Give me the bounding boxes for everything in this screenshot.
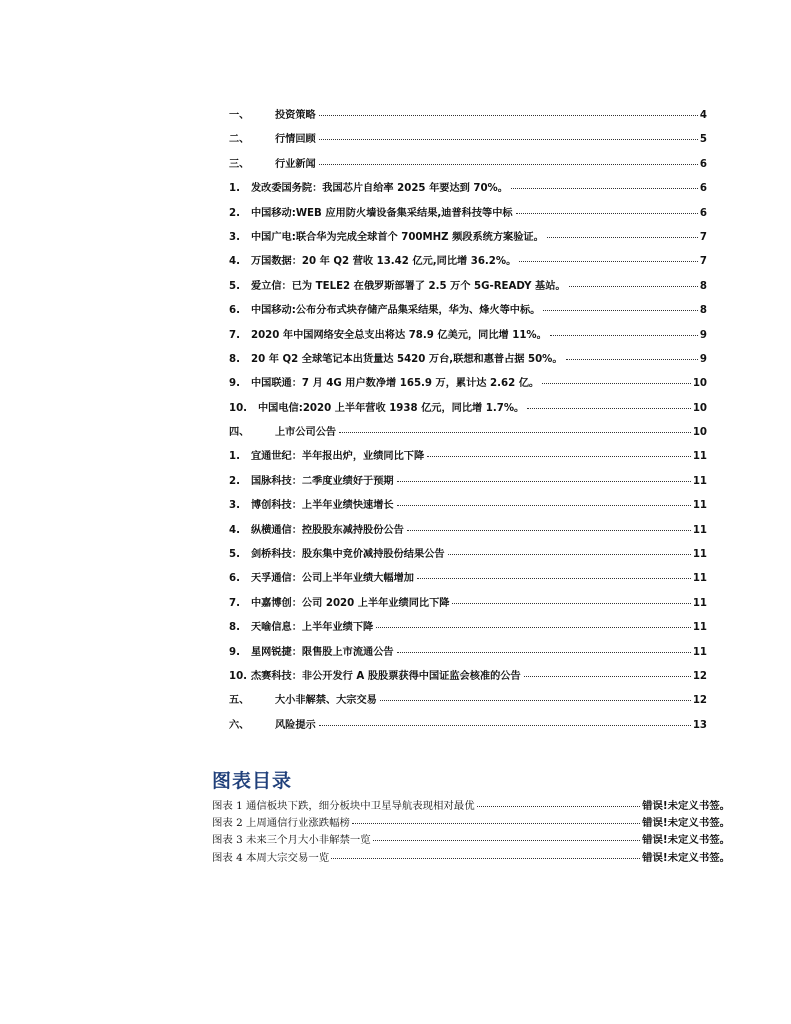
toc-entry-number: 9.: [229, 378, 240, 390]
toc-entry[interactable]: [229, 277, 707, 301]
dot-leader: [352, 823, 640, 824]
toc-entry-title: 中国移动:公布分布式块存储产品集采结果，华为、烽火等中标。: [251, 305, 541, 317]
dot-leader: [339, 432, 691, 433]
dot-leader: [452, 603, 690, 604]
toc-entry-title: 投资策略: [275, 110, 316, 121]
toc-entry-title: 国脉科技：二季度业绩好于预期: [251, 475, 394, 487]
toc-entry[interactable]: [229, 423, 707, 447]
toc-entry-title: 中嘉博创：公司 2020 上半年业绩同比下降: [251, 597, 450, 609]
toc-entry[interactable]: [229, 326, 707, 350]
chart-index-entry[interactable]: [212, 814, 730, 831]
toc-entry-title: 上市公司公告: [275, 427, 337, 439]
toc-entry-number: 六、: [229, 719, 250, 731]
toc-entry-page: 8: [699, 280, 707, 292]
toc-entry[interactable]: [229, 399, 707, 423]
chart-index-entry[interactable]: [212, 849, 730, 866]
toc-entry[interactable]: [229, 667, 707, 691]
toc-entry[interactable]: [229, 204, 707, 228]
toc-entry[interactable]: [229, 447, 707, 471]
dot-leader: [427, 456, 691, 457]
dot-leader: [519, 261, 698, 262]
toc-entry[interactable]: [229, 472, 707, 496]
dot-leader: [448, 554, 691, 555]
toc-entry-title: 星网锐捷：限售股上市流通公告: [251, 646, 394, 658]
dot-leader: [543, 310, 698, 311]
chart-index-entry-page: 错误!未定义书签。: [642, 800, 730, 812]
toc-entry-page: 4: [699, 110, 707, 121]
chart-index-entry-title: 图表 2 上周通信行业涨跌幅榜: [212, 817, 350, 830]
dot-leader: [397, 481, 691, 482]
toc-entry-number: 8.: [229, 622, 240, 634]
dot-leader: [397, 505, 691, 506]
dot-leader: [331, 858, 640, 859]
dot-leader: [511, 188, 698, 189]
toc-entry-page: 11: [692, 646, 707, 658]
dot-leader: [516, 213, 698, 214]
toc-entry-title: 宜通世纪：半年报出炉，业绩同比下降: [251, 451, 425, 463]
toc-entry-page: 9: [699, 353, 707, 365]
toc-entry-page: 11: [692, 597, 707, 609]
dot-leader: [319, 164, 698, 165]
dot-leader: [319, 139, 698, 140]
toc-entry-number: 1.: [229, 451, 240, 463]
toc-entry-number: 7.: [229, 597, 240, 609]
toc-entry-number: 8.: [229, 353, 240, 365]
dot-leader: [373, 840, 640, 841]
toc-entry[interactable]: [229, 374, 707, 398]
toc-entry[interactable]: [229, 130, 707, 154]
toc-entry[interactable]: [229, 252, 707, 276]
toc-entry[interactable]: [229, 179, 707, 203]
toc-entry-page: 11: [692, 549, 707, 561]
toc-entry-page: 11: [692, 622, 707, 634]
toc-entry[interactable]: [229, 691, 707, 715]
chart-index-entry-page: 错误!未定义书签。: [642, 851, 730, 864]
toc-entry-number: 4.: [229, 524, 240, 536]
toc-entry[interactable]: [229, 301, 707, 325]
toc-entry-page: 9: [699, 329, 707, 341]
toc-entry-number: 5.: [229, 280, 240, 292]
toc-entry-number: 二、: [229, 134, 250, 146]
toc-entry-page: 5: [699, 134, 707, 146]
toc-entry-page: 10: [692, 378, 707, 390]
toc-entry-title: 2020 年中国网络安全总支出将达 78.9 亿美元，同比增 11%。: [251, 329, 547, 341]
dot-leader: [550, 335, 698, 336]
toc-entry-number: 三、: [229, 158, 250, 170]
toc-entry-title: 博创科技：上半年业绩快速增长: [251, 500, 394, 512]
toc-entry-number: 一、: [229, 110, 250, 121]
dot-leader: [547, 237, 698, 238]
toc-entry-title: 大小非解禁、大宗交易: [275, 695, 377, 707]
chart-index-entry-page: 错误!未定义书签。: [642, 834, 730, 847]
chart-index-entry[interactable]: [212, 831, 730, 848]
toc-entry-page: 11: [692, 573, 707, 585]
toc-entry-title: 中国电信:2020 上半年营收 1938 亿元，同比增 1.7%。: [258, 402, 525, 414]
chart-index-list: [212, 797, 730, 866]
toc-entry-number: 2.: [229, 475, 240, 487]
dot-leader: [376, 627, 691, 628]
toc-entry[interactable]: [229, 521, 707, 545]
dot-leader: [319, 725, 691, 726]
toc-entry[interactable]: [229, 594, 707, 618]
toc-entry-title: 20 年 Q2 全球笔记本出货量达 5420 万台,联想和惠普占据 50%。: [251, 353, 563, 365]
toc-entry-page: 11: [692, 524, 707, 536]
toc-entry[interactable]: [229, 350, 707, 374]
toc-entry[interactable]: [229, 545, 707, 569]
toc-entry-page: 12: [692, 670, 707, 682]
toc-entry-title: 中国移动:WEB 应用防火墙设备集采结果,迪普科技等中标: [251, 207, 513, 219]
toc-entry-page: 6: [699, 207, 707, 219]
toc-entry-number: 2.: [229, 207, 240, 219]
toc-entry-page: 6: [699, 158, 707, 170]
dot-leader: [524, 676, 691, 677]
dot-leader: [417, 578, 691, 579]
chart-index-entry[interactable]: [212, 797, 730, 814]
chart-index-title: 图表目录: [212, 770, 293, 792]
dot-leader: [569, 286, 698, 287]
toc-entry[interactable]: [229, 228, 707, 252]
toc-entry-title: 风险提示: [275, 719, 316, 731]
toc-entry[interactable]: [229, 569, 707, 593]
toc-entry-title: 中国联通：7 月 4G 用户数净增 165.9 万，累计达 2.62 亿。: [251, 378, 540, 390]
chart-index-entry-page: 错误!未定义书签。: [642, 817, 730, 830]
toc-entry-number: 四、: [229, 427, 250, 439]
dot-leader: [397, 652, 691, 653]
toc-entry-number: 10.: [229, 670, 248, 682]
toc-entry-title: 发改委国务院：我国芯片自给率 2025 年要达到 70%。: [251, 183, 508, 195]
toc-entry-title: 纵横通信：控股股东减持股份公告: [251, 524, 404, 536]
toc-entry-page: 10: [692, 427, 707, 439]
toc-entry-title: 行业新闻: [275, 158, 316, 170]
toc-entry-number: 5.: [229, 549, 240, 561]
chart-index-entry-title: 图表 1 通信板块下跌，细分板块中卫星导航表现相对最优: [212, 800, 475, 812]
toc-entry-number: 6.: [229, 305, 240, 317]
dot-leader: [566, 359, 698, 360]
dot-leader: [527, 408, 691, 409]
toc-entry-number: 7.: [229, 329, 240, 341]
chart-index-entry-title: 图表 4 本周大宗交易一览: [212, 851, 330, 864]
toc-entry-page: 12: [692, 695, 707, 707]
toc-entry-page: 7: [699, 256, 707, 268]
toc-entry-page: 11: [692, 475, 707, 487]
table-of-contents: [229, 106, 707, 740]
toc-entry-number: 1.: [229, 183, 240, 195]
toc-entry[interactable]: [229, 643, 707, 667]
toc-entry[interactable]: [229, 716, 707, 740]
dot-leader: [319, 115, 698, 116]
chart-index-entry-title: 图表 3 未来三个月大小非解禁一览: [212, 834, 371, 847]
toc-entry-number: 五、: [229, 695, 250, 707]
toc-entry-page: 11: [692, 451, 707, 463]
dot-leader: [380, 700, 691, 701]
toc-entry-page: 6: [699, 183, 707, 195]
toc-entry-title: 天孚通信：公司上半年业绩大幅增加: [251, 573, 414, 585]
toc-entry-page: 8: [699, 305, 707, 317]
toc-entry[interactable]: [229, 496, 707, 520]
toc-entry-title: 剑桥科技：股东集中竞价减持股份结果公告: [251, 549, 445, 561]
toc-entry-title: 中国广电:联合华为完成全球首个 700MHZ 频段系统方案验证。: [251, 231, 544, 243]
dot-leader: [542, 383, 691, 384]
toc-entry-page: 7: [699, 231, 707, 243]
toc-entry-number: 3.: [229, 231, 240, 243]
toc-entry-number: 9.: [229, 646, 240, 658]
dot-leader: [407, 530, 691, 531]
toc-entry-number: 4.: [229, 256, 240, 268]
toc-entry[interactable]: [229, 106, 707, 130]
toc-entry-title: 万国数据：20 年 Q2 营收 13.42 亿元,同比增 36.2%。: [251, 256, 517, 268]
toc-entry-number: 10.: [229, 402, 248, 414]
toc-entry-number: 6.: [229, 573, 240, 585]
toc-entry-title: 爱立信：已为 TELE2 在俄罗斯部署了 2.5 万个 5G-READY 基站。: [251, 280, 566, 292]
toc-entry-page: 10: [692, 402, 707, 414]
toc-entry[interactable]: [229, 618, 707, 642]
dot-leader: [477, 806, 641, 807]
toc-entry-number: 3.: [229, 500, 240, 512]
toc-entry-page: 11: [692, 500, 707, 512]
toc-entry-title: 杰赛科技：非公开发行 A 股股票获得中国证监会核准的公告: [251, 670, 521, 682]
toc-entry-title: 行情回顾: [275, 134, 316, 146]
toc-entry-page: 13: [692, 719, 707, 731]
toc-entry[interactable]: [229, 155, 707, 179]
toc-entry-title: 天喻信息：上半年业绩下降: [251, 622, 374, 634]
